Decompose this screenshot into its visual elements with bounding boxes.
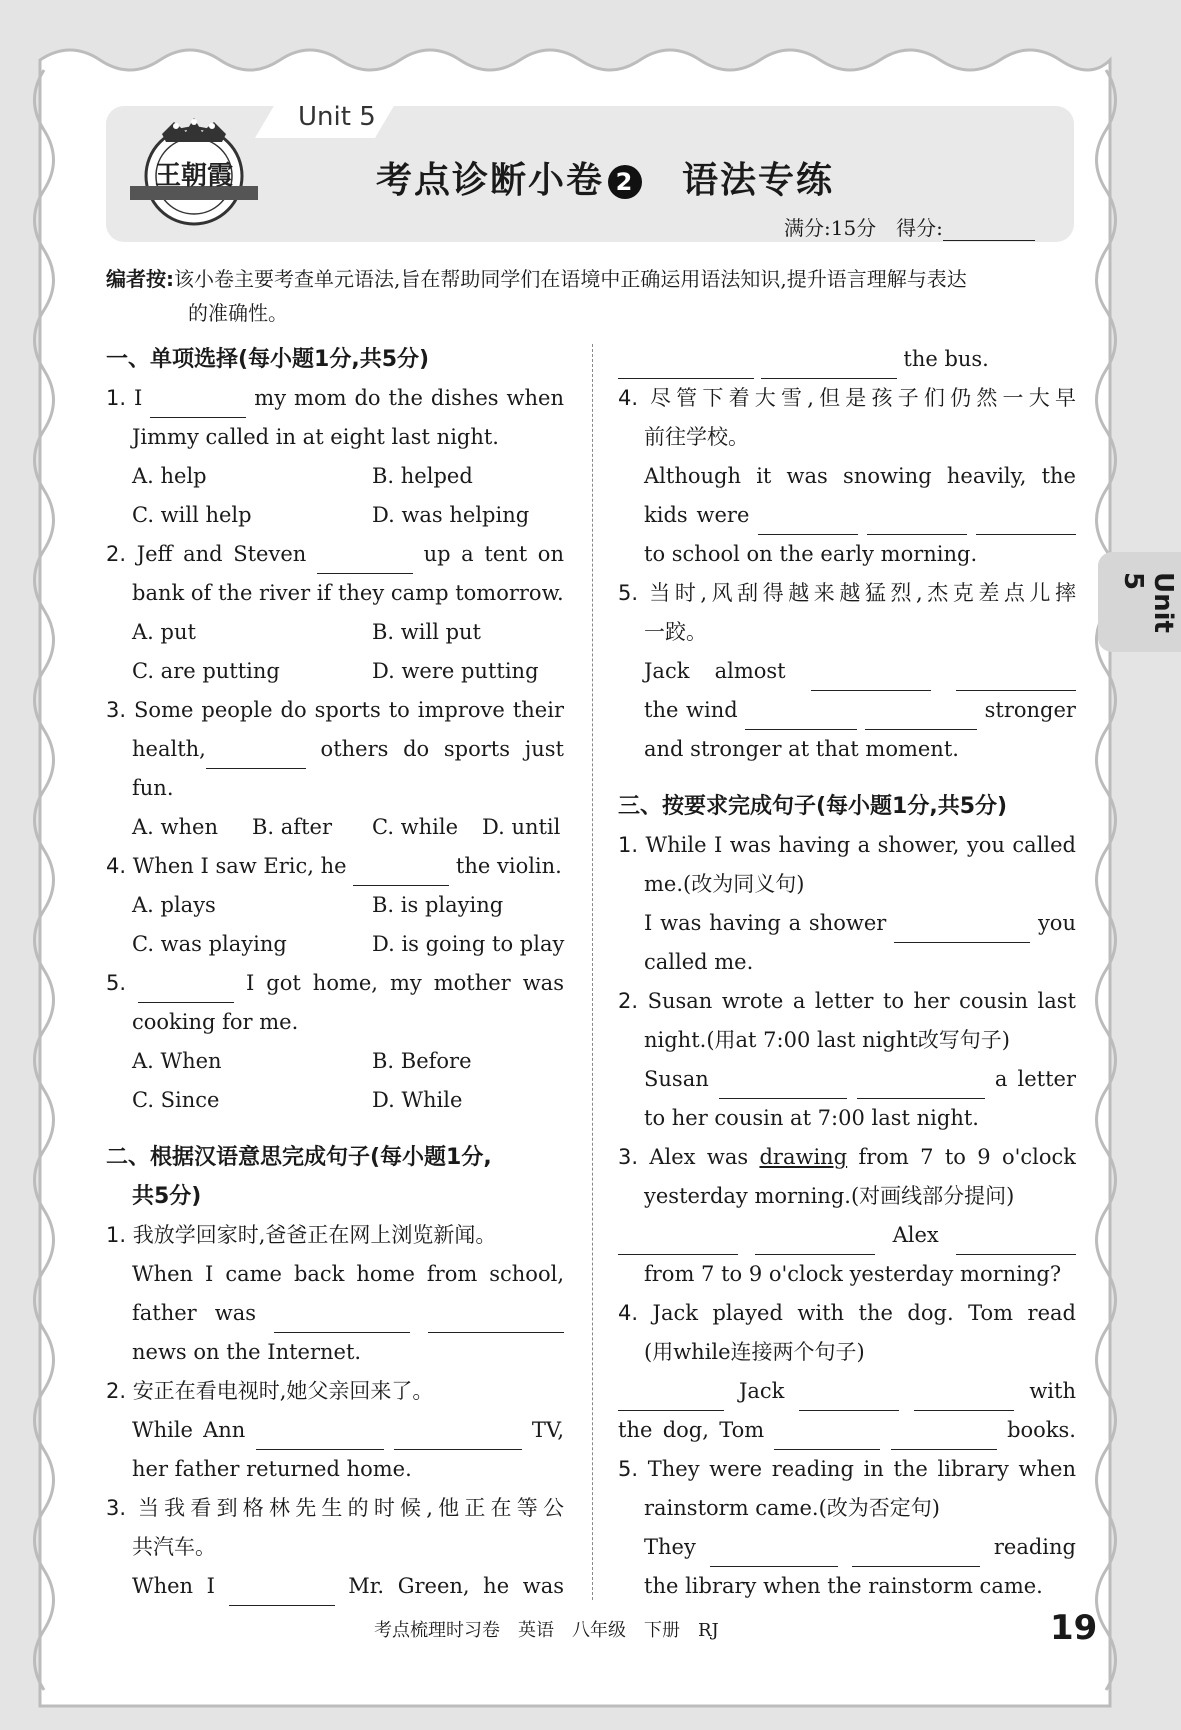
answer-blank[interactable]	[710, 1540, 838, 1567]
s2-question-4-cn1: 4. 尽管下着大雪,但是孩子们仍然一大早	[618, 386, 1076, 410]
option[interactable]: B. after	[252, 815, 332, 839]
answer-blank[interactable]	[150, 391, 246, 418]
s2-question-1-line2: father was	[106, 1294, 564, 1333]
answer-blank[interactable]	[857, 1072, 985, 1099]
answer-blank[interactable]	[956, 664, 1076, 691]
note-label: 编者按:	[106, 267, 174, 291]
question-2-line2: bank of the river if they camp tomorrow.	[132, 581, 564, 605]
unit-label: Unit 5	[298, 102, 376, 132]
left-column	[106, 340, 564, 1606]
editor-note	[106, 262, 1076, 330]
answer-blank[interactable]	[428, 1306, 564, 1333]
side-unit-tab	[1098, 552, 1181, 652]
s3-question-2-line2: night.(用at 7:00 last night改写句子)	[644, 1028, 1010, 1052]
question-3-options	[106, 808, 564, 847]
page-number: 19	[1050, 1608, 1098, 1648]
option[interactable]: C. will help	[132, 503, 252, 527]
option[interactable]: A. when	[132, 815, 218, 839]
logo-text: 王朝霞	[154, 161, 234, 191]
section2-heading-line2: 共5分)	[132, 1184, 202, 1209]
answer-blank[interactable]	[618, 1228, 738, 1255]
s2-question-3-cn1: 3. 当我看到格林先生的时候,他正在等公	[106, 1496, 564, 1520]
s3-question-1-line4: called me.	[644, 950, 754, 974]
option[interactable]: A. help	[132, 464, 207, 488]
s3-question-5-line3: They reading	[618, 1528, 1076, 1567]
s2-question-4-line2: kids were	[618, 496, 1076, 535]
question-1-line2: Jimmy called in at eight last night.	[132, 425, 499, 449]
question-3-line1: 3. Some people do sports to improve their	[106, 698, 564, 722]
answer-blank[interactable]	[206, 742, 306, 769]
answer-blank[interactable]	[811, 664, 931, 691]
s3-question-2-line3: Susan a letter	[618, 1060, 1076, 1099]
answer-blank[interactable]	[229, 1579, 335, 1606]
section1-heading: 一、单项选择(每小题1分,共5分)	[106, 347, 430, 372]
s3-question-3-line4: from 7 to 9 o'clock yesterday morning?	[644, 1262, 1062, 1286]
s2-question-3-line1: When I Mr. Green, he was	[106, 1567, 564, 1606]
s2-question-5-cn2: 一跤。	[644, 620, 707, 644]
s2-question-3-cn2: 共汽车。	[132, 1535, 216, 1559]
s3-question-2-line4: to her cousin at 7:00 last night.	[644, 1106, 979, 1130]
s3-question-1-line2: me.(改为同义句)	[644, 872, 805, 896]
title-subtitle: 语法专练	[682, 160, 835, 201]
s3-question-3-line1: 3. Alex was drawing from 7 to 9 o'clock	[618, 1145, 1076, 1169]
question-2-options-cd	[106, 652, 564, 691]
s2-question-4-line3: to school on the early morning.	[644, 542, 978, 566]
answer-blank[interactable]	[761, 352, 897, 379]
s2-question-4-line1: Although it was snowing heavily, the	[644, 464, 1076, 488]
option[interactable]: C. was playing	[132, 932, 287, 956]
option[interactable]: D. is going to play	[372, 932, 565, 956]
score-line	[784, 212, 1035, 241]
option[interactable]: D. was helping	[372, 503, 530, 527]
answer-blank[interactable]	[394, 1423, 522, 1450]
s3-question-4-line3: Jack with	[618, 1372, 1076, 1411]
answer-blank[interactable]	[956, 1228, 1076, 1255]
answer-blank[interactable]	[894, 916, 1030, 943]
question-2-options-ab	[106, 613, 564, 652]
option[interactable]: C. are putting	[132, 659, 280, 683]
s3-question-1-line3: I was having a shower you	[618, 904, 1076, 943]
answer-blank[interactable]	[274, 1306, 410, 1333]
question-2-line1: 2. Jeff and Steven up a tent on	[106, 535, 564, 574]
question-1-options-cd	[106, 496, 564, 535]
option[interactable]: D. until	[482, 815, 561, 839]
answer-blank[interactable]	[865, 703, 977, 730]
answer-blank[interactable]	[745, 703, 857, 730]
answer-blank[interactable]	[867, 508, 967, 535]
footer-text: 考点梳理时习卷 英语 八年级 下册 RJ	[374, 1620, 719, 1641]
answer-blank[interactable]	[852, 1540, 980, 1567]
question-3-line2: health, others do sports just	[106, 730, 564, 769]
s3-question-4-line1: 4. Jack played with the dog. Tom read	[618, 1301, 1076, 1325]
question-4-options-cd	[106, 925, 564, 964]
answer-blank[interactable]	[618, 1384, 724, 1411]
s3-question-5-line4: the library when the rainstorm came.	[644, 1574, 1043, 1598]
s3-question-3-line3: Alex	[618, 1216, 1076, 1255]
option[interactable]: C. Since	[132, 1088, 220, 1112]
answer-blank[interactable]	[719, 1072, 847, 1099]
s2-question-5-line3: and stronger at that moment.	[644, 737, 959, 761]
question-5-line1: 5. I got home, my mother was	[106, 964, 564, 1003]
answer-blank[interactable]	[758, 508, 858, 535]
answer-blank[interactable]	[618, 352, 754, 379]
s3-question-5-line2: rainstorm came.(改为否定句)	[644, 1496, 940, 1520]
section2-heading-line1: 二、根据汉语意思完成句子(每小题1分,	[106, 1145, 492, 1170]
question-1-line1: 1. I my mom do the dishes when	[106, 379, 564, 418]
answer-blank[interactable]	[138, 976, 234, 1003]
option[interactable]: B. helped	[372, 464, 473, 488]
question-4-options-ab	[106, 886, 564, 925]
s2-question-5-line1: Jack almost	[618, 652, 1076, 691]
option[interactable]: D. While	[372, 1088, 463, 1112]
section3-heading: 三、按要求完成句子(每小题1分,共5分)	[618, 794, 1008, 819]
answer-blank[interactable]	[914, 1384, 1014, 1411]
score-text: 满分:15分 得分:	[784, 216, 943, 240]
s2-question-3-line2: the bus.	[618, 340, 1076, 379]
option[interactable]: B. will put	[372, 620, 481, 644]
page-title	[376, 152, 834, 203]
question-4-line1: 4. When I saw Eric, he the violin.	[106, 847, 564, 886]
answer-blank[interactable]	[317, 547, 413, 574]
question-1-options-ab	[106, 457, 564, 496]
s2-question-1-cn: 1. 我放学回家时,爸爸正在网上浏览新闻。	[106, 1223, 497, 1247]
title-main: 考点诊断小卷	[376, 160, 605, 201]
s2-question-1-line3: news on the Internet.	[132, 1340, 362, 1364]
answer-blank[interactable]	[799, 1384, 899, 1411]
s2-question-2-line2: her father returned home.	[132, 1457, 412, 1481]
s2-question-1-line1: When I came back home from school,	[132, 1262, 564, 1286]
s3-question-4-line2: (用while连接两个句子)	[644, 1340, 865, 1364]
answer-blank[interactable]	[755, 1228, 875, 1255]
option[interactable]: A. put	[132, 620, 196, 644]
note-line1: 该小卷主要考查单元语法,旨在帮助同学们在语境中正确运用语法知识,提升语言理解与表达	[174, 267, 967, 291]
s2-question-2-line1: While Ann TV,	[106, 1411, 564, 1450]
option[interactable]: A. When	[132, 1049, 222, 1073]
answer-blank[interactable]	[256, 1423, 384, 1450]
answer-blank[interactable]	[891, 1423, 997, 1450]
answer-blank[interactable]	[976, 508, 1076, 535]
option[interactable]: B. is playing	[372, 893, 504, 917]
s3-question-2-line1: 2. Susan wrote a letter to her cousin last	[618, 989, 1076, 1013]
underlined-word: drawing	[759, 1145, 848, 1169]
option[interactable]: C. while	[372, 815, 459, 839]
score-blank[interactable]	[943, 222, 1035, 241]
question-5-options-cd	[106, 1081, 564, 1120]
answer-blank[interactable]	[353, 859, 449, 886]
s3-question-3-line2: yesterday morning.(对画线部分提问)	[644, 1184, 1015, 1208]
right-column	[618, 340, 1076, 1606]
s3-question-1-line1: 1. While I was having a shower, you called	[618, 833, 1076, 857]
question-3-line3: fun.	[132, 776, 174, 800]
s2-question-5-line2: the wind stronger	[618, 691, 1076, 730]
option[interactable]: D. were putting	[372, 659, 539, 683]
answer-blank[interactable]	[774, 1423, 880, 1450]
option[interactable]: B. Before	[372, 1049, 472, 1073]
s3-question-5-line1: 5. They were reading in the library when	[618, 1457, 1076, 1481]
s2-question-5-cn1: 5. 当时,风刮得越来越猛烈,杰克差点儿摔	[618, 581, 1076, 605]
question-5-line2: cooking for me.	[132, 1010, 299, 1034]
s3-question-4-line4: the dog, Tom books.	[618, 1411, 1076, 1450]
side-tab-label: Unit 5	[1118, 572, 1178, 633]
option[interactable]: A. plays	[132, 893, 216, 917]
publisher-seal-logo	[124, 112, 264, 232]
title-number-badge: 2	[608, 165, 642, 199]
question-5-options-ab	[106, 1042, 564, 1081]
note-line2: 的准确性。	[188, 301, 288, 325]
s2-question-2-cn: 2. 安正在看电视时,她父亲回来了。	[106, 1379, 434, 1403]
s2-question-4-cn2: 前往学校。	[644, 425, 749, 449]
